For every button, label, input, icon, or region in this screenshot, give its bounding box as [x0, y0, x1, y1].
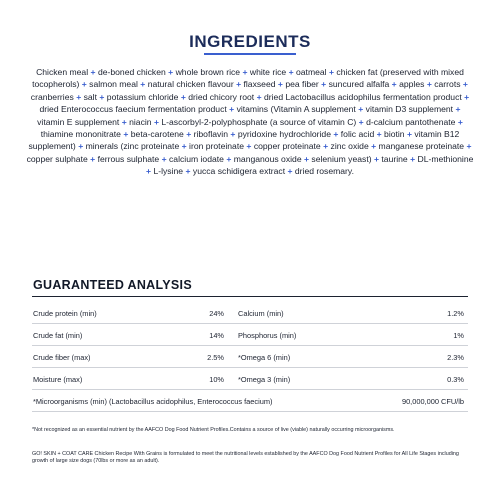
- ingredient-item: biotin: [384, 129, 405, 140]
- ingredient-item: carrots: [434, 79, 461, 90]
- separator-plus: +: [123, 129, 129, 140]
- footnote: *Not recognized as an essential nutrient by the AAFCO Dog Food Nutrient Profiles.Contains a source of live (viable) naturally occurring microorganisms.: [32, 427, 395, 433]
- ingredient-item: riboflavin: [193, 129, 229, 140]
- separator-plus: +: [321, 79, 327, 90]
- ingredient-item: minerals (zinc proteinate: [85, 141, 180, 152]
- ingredient-item: manganous oxide: [233, 153, 302, 164]
- ingredient-item: oatmeal: [296, 67, 327, 77]
- nutrient-value: 90,000,000 CFU/lb: [401, 397, 464, 406]
- ingredient-item: vitamin E supplement: [37, 116, 120, 127]
- separator-plus: +: [358, 104, 364, 115]
- nutrient-name: Phosphorus (min): [238, 331, 297, 340]
- ingredient-item: niacin: [129, 116, 152, 127]
- ingredient-item: ferrous sulphate: [97, 153, 160, 164]
- ingredient-item: salt: [83, 91, 97, 102]
- nutrient-name: Moisture (max): [33, 375, 83, 384]
- ingredient-item: potassium chloride: [106, 91, 179, 102]
- separator-plus: +: [90, 67, 96, 77]
- separator-plus: +: [76, 91, 82, 102]
- nutrient-name: Crude fiber (max): [33, 353, 91, 362]
- ingredient-item: vitamins (Vitamin A supplement: [236, 104, 356, 115]
- separator-plus: +: [246, 141, 252, 152]
- ingredient-item: pyridoxine hydrochloride: [237, 129, 331, 140]
- ingredient-item: vitamin B12 supplement): [28, 129, 460, 152]
- separator-plus: +: [185, 166, 191, 177]
- separator-plus: +: [373, 153, 380, 164]
- guaranteed-analysis-table: [32, 302, 468, 412]
- ingredient-item: dried chicory root: [188, 91, 255, 102]
- separator-plus: +: [455, 104, 461, 115]
- ingredient-item: whole brown rice: [175, 67, 241, 77]
- separator-plus: +: [226, 153, 232, 164]
- ingredient-item: zinc oxide: [330, 141, 369, 152]
- separator-plus: +: [371, 141, 377, 152]
- ingredient-item: pea fiber: [285, 79, 319, 90]
- separator-plus: +: [457, 116, 463, 127]
- ingredient-item: apples: [399, 79, 425, 90]
- ingredient-item: flaxseed: [243, 79, 276, 90]
- separator-plus: +: [464, 91, 470, 102]
- separator-plus: +: [242, 67, 248, 77]
- separator-plus: +: [303, 153, 310, 164]
- ingredient-item: folic acid: [340, 129, 375, 140]
- table-row: [32, 324, 468, 346]
- nutrient-name: Crude protein (min): [33, 309, 97, 318]
- nutrient-value: 1.2%: [447, 309, 464, 318]
- nutrient-value: 14%: [209, 331, 224, 340]
- nutrient-name: Crude fat (min): [33, 331, 83, 340]
- ingredient-item: white rice: [249, 67, 287, 77]
- ingredient-item: manganese proteinate: [378, 141, 465, 152]
- ingredient-item: dried rosemary.: [294, 166, 354, 177]
- ingredient-item: suncured alfalfa: [328, 79, 390, 90]
- nutrient-value: 0.3%: [447, 375, 464, 384]
- table-row-microorganisms: [32, 390, 468, 412]
- ingredient-item: copper proteinate: [253, 141, 321, 152]
- ingredient-item: calcium iodate: [169, 153, 224, 164]
- ingredient-item: vitamin D3 supplement: [365, 104, 454, 115]
- table-row: [32, 346, 468, 368]
- separator-plus: +: [181, 141, 187, 152]
- ingredient-item: de-boned chicken: [97, 67, 166, 77]
- separator-plus: +: [153, 116, 159, 127]
- separator-plus: +: [376, 129, 382, 140]
- separator-plus: +: [99, 91, 105, 102]
- separator-plus: +: [462, 79, 468, 90]
- ingredient-item: yucca schidigera extract: [192, 166, 286, 177]
- ingredients-title-underline: [204, 53, 296, 55]
- ingredient-item: taurine: [381, 153, 408, 164]
- ingredient-item: chicken fat (preserved with mixed tocopherols): [32, 67, 464, 90]
- separator-plus: +: [168, 67, 174, 77]
- nutrient-name: *Omega 3 (min): [238, 375, 291, 384]
- ingredient-item: beta-carotene: [130, 129, 184, 140]
- ingredient-item: copper sulphate: [26, 153, 88, 164]
- nutrient-value: 24%: [209, 309, 224, 318]
- guaranteed-analysis-title: GUARANTEED ANALYSIS: [33, 278, 192, 292]
- separator-plus: +: [161, 153, 167, 164]
- ingredient-item: salmon meal: [89, 79, 138, 90]
- separator-plus: +: [328, 67, 334, 77]
- nutrient-name: Calcium (min): [238, 309, 284, 318]
- separator-plus: +: [90, 153, 96, 164]
- separator-plus: +: [426, 79, 432, 90]
- separator-plus: +: [323, 141, 329, 152]
- ingredient-item: Chicken meal: [36, 67, 89, 77]
- table-row: [32, 302, 468, 324]
- ingredient-item: thiamine mononitrate: [40, 129, 121, 140]
- separator-plus: +: [121, 116, 127, 127]
- separator-plus: +: [256, 91, 262, 102]
- ingredient-item: dried Enterococcus faecium fermentation product: [39, 104, 227, 115]
- ingredient-item: dried Lactobacillus acidophilus fermentation product: [264, 91, 462, 102]
- separator-plus: +: [406, 129, 413, 140]
- ingredient-item: iron proteinate: [189, 141, 244, 152]
- ingredient-item: DL-methionine: [417, 153, 474, 164]
- ingredient-item: d-calcium pantothenate: [366, 116, 456, 127]
- separator-plus: +: [358, 116, 364, 127]
- separator-plus: +: [81, 79, 87, 90]
- separator-plus: +: [78, 141, 84, 152]
- nutrient-name: *Microorganisms (min) (Lactobacillus acidophilus, Enterococcus faecium): [33, 397, 273, 406]
- ingredient-item: natural chicken flavour: [147, 79, 234, 90]
- nutrient-value: 10%: [209, 375, 224, 384]
- guaranteed-analysis-rule: [32, 296, 468, 297]
- separator-plus: +: [466, 141, 472, 152]
- table-row: [32, 368, 468, 390]
- aafco-statement: GO! SKIN + COAT CARE Chicken Recipe With Grains is formulated to meet the nutritional levels established by the AAFCO Dog Food Nutrient Profiles for All Life Stages including growth of large size dogs (70lbs or more as an adult).: [32, 451, 459, 465]
- separator-plus: +: [186, 129, 192, 140]
- ingredient-item: selenium yeast): [311, 153, 372, 164]
- separator-plus: +: [288, 67, 294, 77]
- nutrient-value: 2.3%: [447, 353, 464, 362]
- nutrient-name: *Omega 6 (min): [238, 353, 291, 362]
- separator-plus: +: [180, 91, 186, 102]
- separator-plus: +: [287, 166, 293, 177]
- separator-plus: +: [140, 79, 146, 90]
- separator-plus: +: [410, 153, 416, 164]
- ingredient-item: cranberries: [30, 91, 74, 102]
- separator-plus: +: [229, 104, 235, 115]
- separator-plus: +: [277, 79, 283, 90]
- separator-plus: +: [236, 79, 242, 90]
- ingredients-title: INGREDIENTS: [189, 32, 311, 51]
- separator-plus: +: [230, 129, 236, 140]
- ingredient-item: L-ascorbyl-2-polyphosphate (a source of vitamin C): [161, 116, 357, 127]
- nutrient-value: 2.5%: [207, 353, 224, 362]
- separator-plus: +: [391, 79, 397, 90]
- ingredients-list: [26, 66, 474, 178]
- nutrient-value: 1%: [453, 331, 464, 340]
- ingredient-item: L-lysine: [153, 166, 184, 177]
- separator-plus: +: [146, 166, 152, 177]
- separator-plus: +: [333, 129, 339, 140]
